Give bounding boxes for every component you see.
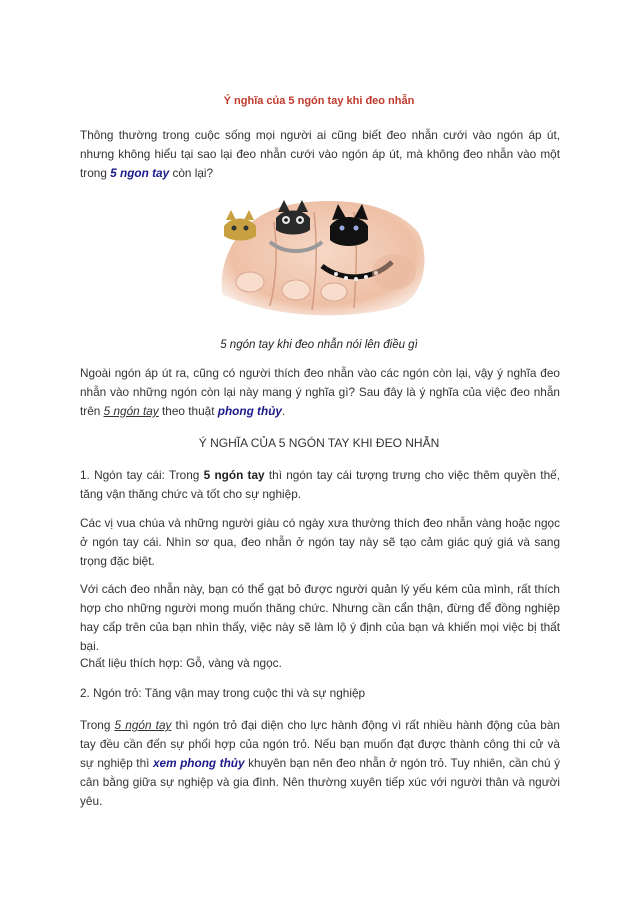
para2-text-end: . xyxy=(281,404,286,418)
rings-on-fingers-photo xyxy=(204,182,434,324)
item-2: 2. Ngón trỏ: Tăng vận may trong cuộc thi và sự nghiệp xyxy=(80,686,366,700)
paragraph-2 xyxy=(80,364,560,421)
link-5-ngon-tay[interactable]: 5 ngon tay xyxy=(110,166,170,180)
link-5-ngon-tay-3[interactable]: 5 ngón tay xyxy=(114,718,172,732)
intro-text-end: còn lại? xyxy=(169,166,214,180)
paragraph-6 xyxy=(80,716,560,811)
link-xem-phong-thuy[interactable]: xem phong thủy xyxy=(152,756,245,770)
item1-prefix: 1. Ngón tay cái: Trong xyxy=(80,468,204,482)
para2-text-mid: theo thuật xyxy=(158,404,218,418)
section-heading: Ý NGHĨA CỦA 5 NGÓN TAY KHI ĐEO NHẪN xyxy=(198,436,440,450)
intro-text: Thông thường trong cuộc sống mọi người ai cũng biết đeo nhẫn cưới vào ngón áp út, nhưng không hiểu tại sao lại đeo nhẫn cưới vào ngón áp út, mà không đeo nhẫn vào một trong xyxy=(80,128,560,180)
para6-text: Trong xyxy=(80,718,115,732)
para2-text: Ngoài ngón áp út ra, cũng có người thích đeo nhẫn vào các ngón còn lại, vậy ý nghĩa đeo nhẫn vào những ngón còn lại này mang ý nghĩa gì? Sau đây là ý nghĩa của việc đeo nhẫn trên xyxy=(80,366,560,418)
para6-text-mid: thì ngón trỏ đại diện cho lực hành động vì rất nhiều hành động của bàn tay đều cần đến sự phối hợp của ngón trỏ. Nếu bạn muốn đạt được thành công thi cử và sự nghiệp thì xyxy=(80,718,560,770)
paragraph-5: Chất liệu thích hợp: Gỗ, vàng và ngọc. xyxy=(80,656,282,670)
para6-text-end: khuyên bạn nên đeo nhẫn ở ngón trỏ. Tuy nhiên, cần chú ý cân bằng giữa sự nghiệp và gia đình. Nên thường xuyên tiếp xúc với người thân và người yêu. xyxy=(80,756,560,808)
item1-text: thì ngón tay cái tượng trưng cho việc thêm quyền thế, tăng vận thăng chức và tốt cho sự nghiệp. xyxy=(80,468,560,501)
intro-paragraph xyxy=(80,126,560,183)
item1-bold: 5 ngón tay xyxy=(203,468,265,482)
link-5-ngon-tay-2[interactable]: 5 ngón tay xyxy=(103,404,159,418)
paragraph-4: Với cách đeo nhẫn này, bạn có thể gạt bỏ được người quản lý yếu kém của mình, rất thích hợp cho những người mong muốn thăng chức. Nhưng cần cẩn thận, đừng để đồng nghiệp hay cấp trên của bạn nhìn thấy, việc này sẽ làm lộ ý định của bạn và khiến mọi việc bị thất bại. xyxy=(80,582,560,653)
item-1 xyxy=(80,466,560,504)
link-phong-thuy[interactable]: phong thủy xyxy=(217,404,282,418)
document-title: Ý nghĩa của 5 ngón tay khi đeo nhẫn xyxy=(223,95,415,107)
figure-caption: 5 ngón tay khi đeo nhẫn nói lên điều gì xyxy=(220,339,418,351)
paragraph-3: Các vị vua chúa và những người giàu có ngày xưa thường thích đeo nhẫn vàng hoặc ngọc ở ngón tay cái. Nhìn sơ qua, đeo nhẫn ở ngón tay này sẽ tạo cảm giác quý giá và sang trọng đặc biệt. xyxy=(80,516,560,568)
